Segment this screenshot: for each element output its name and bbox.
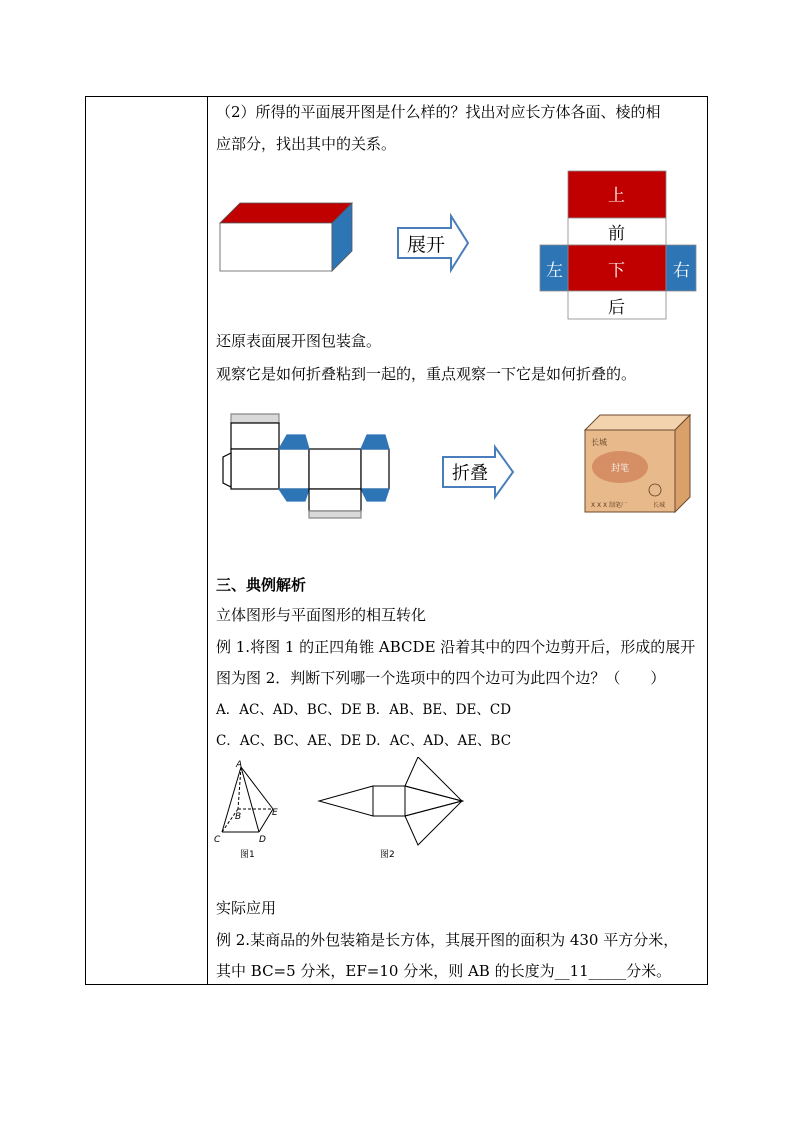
cuboid-3d xyxy=(220,203,352,271)
vertex-e-label: E xyxy=(272,808,278,818)
net-back-label: 后 xyxy=(608,298,625,318)
q2-line2: 应部分，找出其中的关系。 xyxy=(216,135,397,153)
fold-arrow-label: 折叠 xyxy=(452,463,488,484)
figure-2-caption: 图2 xyxy=(380,850,395,860)
example-2-line1: 例 2.某商品的外包装箱是长方体，其展开图的面积为 430 平方分米， xyxy=(216,931,679,949)
box-brand-small: 长城 xyxy=(653,502,666,509)
restore-text: 还原表面展开图包装盒。 xyxy=(216,332,382,350)
subtitle: 立体图形与平面图形的相互转化 xyxy=(216,606,427,624)
options-c-d: C．AC、BC、AE、DE D．AC、AD、AE、BC xyxy=(216,733,512,749)
figure-1-pyramid xyxy=(222,767,273,832)
vertex-a-label: A xyxy=(236,760,243,770)
box-fold-figure xyxy=(215,405,705,523)
fold-arrow xyxy=(443,447,513,497)
pyramid-figures xyxy=(210,757,480,865)
figure-1-caption: 图1 xyxy=(240,850,255,860)
vertex-c-label: C xyxy=(214,835,221,845)
figure-2-net xyxy=(319,757,462,845)
cuboid-unfold-figure xyxy=(215,168,705,328)
column-divider xyxy=(207,97,208,984)
vertex-b-label: B xyxy=(235,812,242,822)
net-top-label: 上 xyxy=(608,186,625,206)
cuboid-net xyxy=(540,171,696,319)
box-center-label: 封笔 xyxy=(611,464,630,474)
box-maker: X X X 制笔厂 xyxy=(591,502,628,509)
net-left-label: 左 xyxy=(546,261,563,281)
example-2-line2: 其中 BC=5 分米，EF=10 分米，则 AB 的长度为__11_____分米。 xyxy=(216,962,672,980)
box-brand: 长城 xyxy=(591,438,607,447)
q2-line1: （2）所得的平面展开图是什么样的？找出对应长方体各面、棱的相 xyxy=(216,103,661,121)
unfold-arrow xyxy=(398,216,468,270)
unfold-arrow-label: 展开 xyxy=(407,234,446,256)
folded-box xyxy=(585,415,690,512)
options-a-b: A．AC、AD、BC、DE B．AB、BE、DE、CD xyxy=(216,702,512,718)
section-3-heading: 三、典例解析 xyxy=(216,576,307,594)
net-bottom-label: 下 xyxy=(608,261,625,281)
net-front-label: 前 xyxy=(608,224,625,244)
practical-heading: 实际应用 xyxy=(216,899,277,917)
vertex-d-label: D xyxy=(259,835,266,845)
example-1-line2: 图为图 2．判断下列哪一个选项中的四个边可为此四个边？（ ） xyxy=(216,669,666,687)
box-net xyxy=(223,414,389,518)
net-right-label: 右 xyxy=(673,261,690,281)
example-1-line1: 例 1.将图 1 的正四角锥 ABCDE 沿着其中的四个边剪开后，形成的展开 xyxy=(216,638,696,656)
observe-text: 观察它是如何折叠粘到一起的，重点观察一下它是如何折叠的。 xyxy=(216,365,637,383)
